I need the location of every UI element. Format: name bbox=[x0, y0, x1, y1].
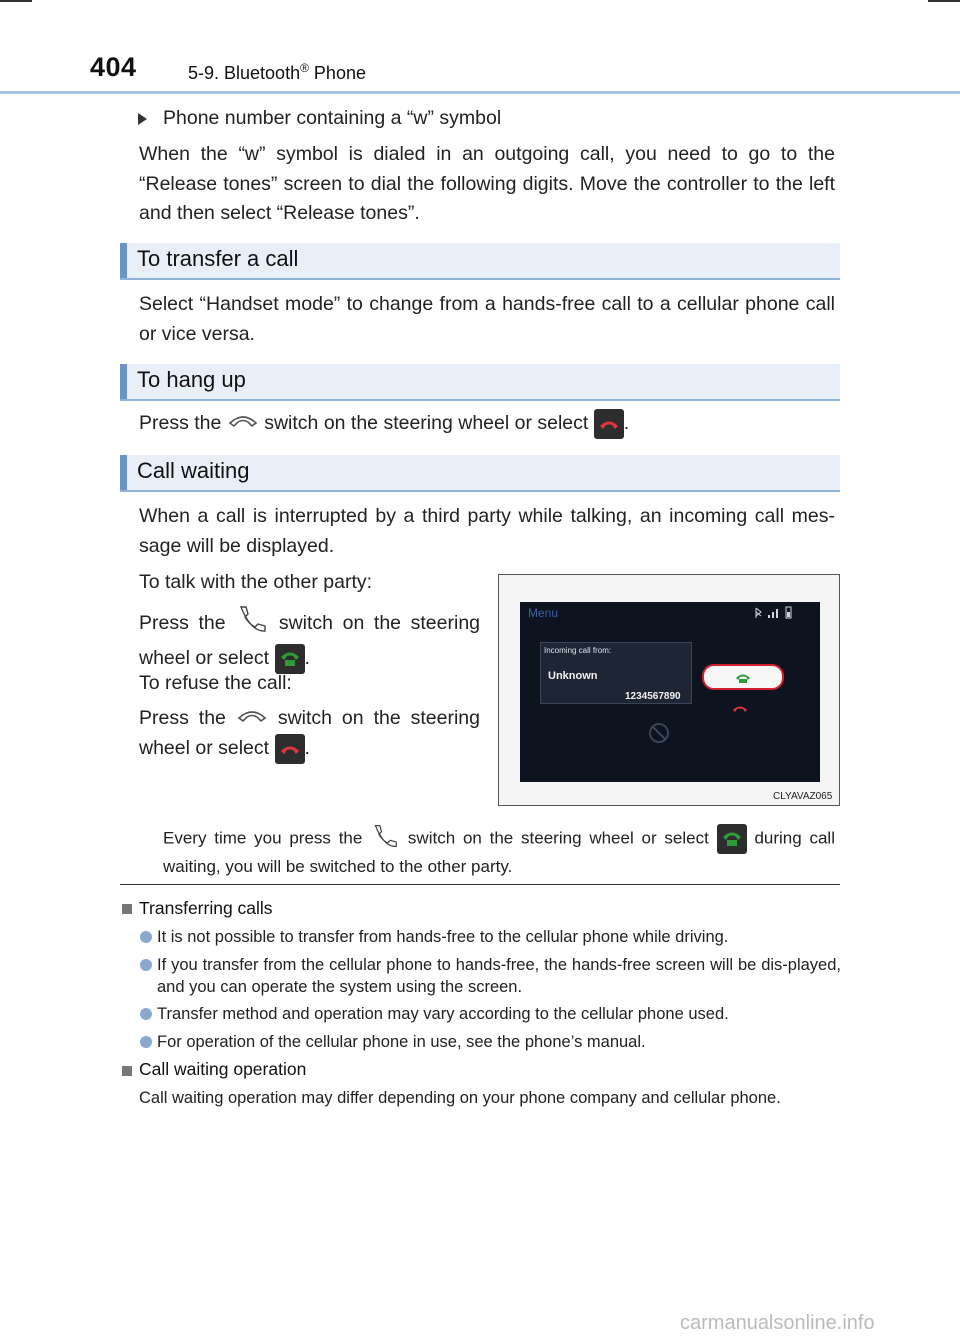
decline-button-icon bbox=[275, 734, 305, 764]
screen-menu-label: Menu bbox=[528, 606, 559, 620]
footer-watermark: carmanualsonline.info bbox=[680, 1312, 875, 1334]
incoming-call-screen-illustration bbox=[498, 574, 840, 806]
talk-label: To talk with the other party: bbox=[139, 571, 373, 593]
waiting-operation-title: Call waiting operation bbox=[139, 1059, 307, 1079]
square-bullet-icon bbox=[122, 1066, 132, 1076]
hang-up-switch-icon bbox=[236, 704, 268, 734]
incoming-call-label: Incoming call from: bbox=[544, 646, 612, 655]
dot-bullet-icon bbox=[140, 1036, 152, 1048]
caller-number: 1234567890 bbox=[625, 691, 681, 702]
bullet-heading: Phone number containing a “w” symbol bbox=[163, 107, 502, 129]
header-rule bbox=[0, 91, 960, 94]
divider bbox=[120, 884, 840, 885]
hangup-title: To hang up bbox=[137, 367, 246, 392]
waiting-section-header bbox=[120, 455, 840, 492]
page-header bbox=[0, 0, 960, 96]
dot-bullet-icon bbox=[140, 931, 152, 943]
section-bar bbox=[120, 455, 127, 490]
pick-up-switch-icon bbox=[235, 604, 269, 644]
pick-up-switch-icon bbox=[370, 823, 400, 855]
image-code: CLYAVAZ065 bbox=[773, 791, 833, 802]
decline-button-icon bbox=[594, 409, 624, 439]
triangle-bullet-icon bbox=[138, 113, 147, 125]
intro-paragraph: When the “w” symbol is dialed in an outgoing call, you need to go to the “Release tones” screen to dial the following digits. Move the controller to the left and then select “Release tones”. bbox=[139, 143, 835, 224]
screen-accept-button bbox=[702, 664, 784, 690]
hangup-section-header bbox=[120, 364, 840, 401]
refuse-label: To refuse the call: bbox=[139, 672, 292, 694]
transfer-title: To transfer a call bbox=[137, 246, 299, 271]
screen-decline-button bbox=[710, 698, 770, 716]
waiting-title: Call waiting bbox=[137, 458, 250, 483]
transferring-item: It is not possible to transfer from hands-free to the cellular phone while driving. bbox=[157, 928, 729, 946]
section-bar bbox=[120, 364, 127, 399]
transferring-item: If you transfer from the cellular phone to hands-free, the hands-free screen will be dis-played, and you can operate the system using the screen. bbox=[157, 956, 841, 996]
section-bar bbox=[120, 243, 127, 278]
transfer-section-header bbox=[120, 243, 840, 280]
hang-up-switch-icon bbox=[227, 409, 259, 439]
transferring-item: Transfer method and operation may vary according to the cellular phone used. bbox=[157, 1005, 729, 1023]
call-waiting-note: Every time you press the switch on the steering wheel or select during call waiting, you will be switched to the other party. bbox=[163, 823, 835, 878]
dot-bullet-icon bbox=[140, 959, 152, 971]
waiting-operation-text: Call waiting operation may differ depending on your phone company and cellular phone. bbox=[139, 1089, 781, 1107]
caller-name: Unknown bbox=[548, 670, 598, 682]
waiting-intro: When a call is interrupted by a third party while talking, an incoming call mes-sage will be displayed. bbox=[139, 505, 835, 557]
hangup-text: Press the switch on the steering wheel or select . bbox=[139, 409, 839, 439]
display-screen bbox=[520, 602, 820, 782]
transferring-title: Transferring calls bbox=[139, 898, 273, 918]
talk-text: Press the switch on the steering wheel or select . bbox=[139, 604, 480, 674]
status-icons bbox=[752, 606, 812, 620]
section-title: 5-9. Bluetooth® Phone bbox=[188, 61, 366, 83]
refuse-text: Press the switch on the steering wheel or select . bbox=[139, 704, 480, 764]
transfer-text: Select “Handset mode” to change from a hands-free call to a cellular phone call or vice versa. bbox=[139, 293, 835, 345]
accept-button-icon bbox=[717, 824, 747, 854]
dot-bullet-icon bbox=[140, 1008, 152, 1020]
transferring-item: For operation of the cellular phone in use, see the phone’s manual. bbox=[157, 1033, 646, 1051]
square-bullet-icon bbox=[122, 904, 132, 914]
page-number: 404 bbox=[90, 52, 137, 82]
disabled-icon bbox=[648, 722, 670, 744]
